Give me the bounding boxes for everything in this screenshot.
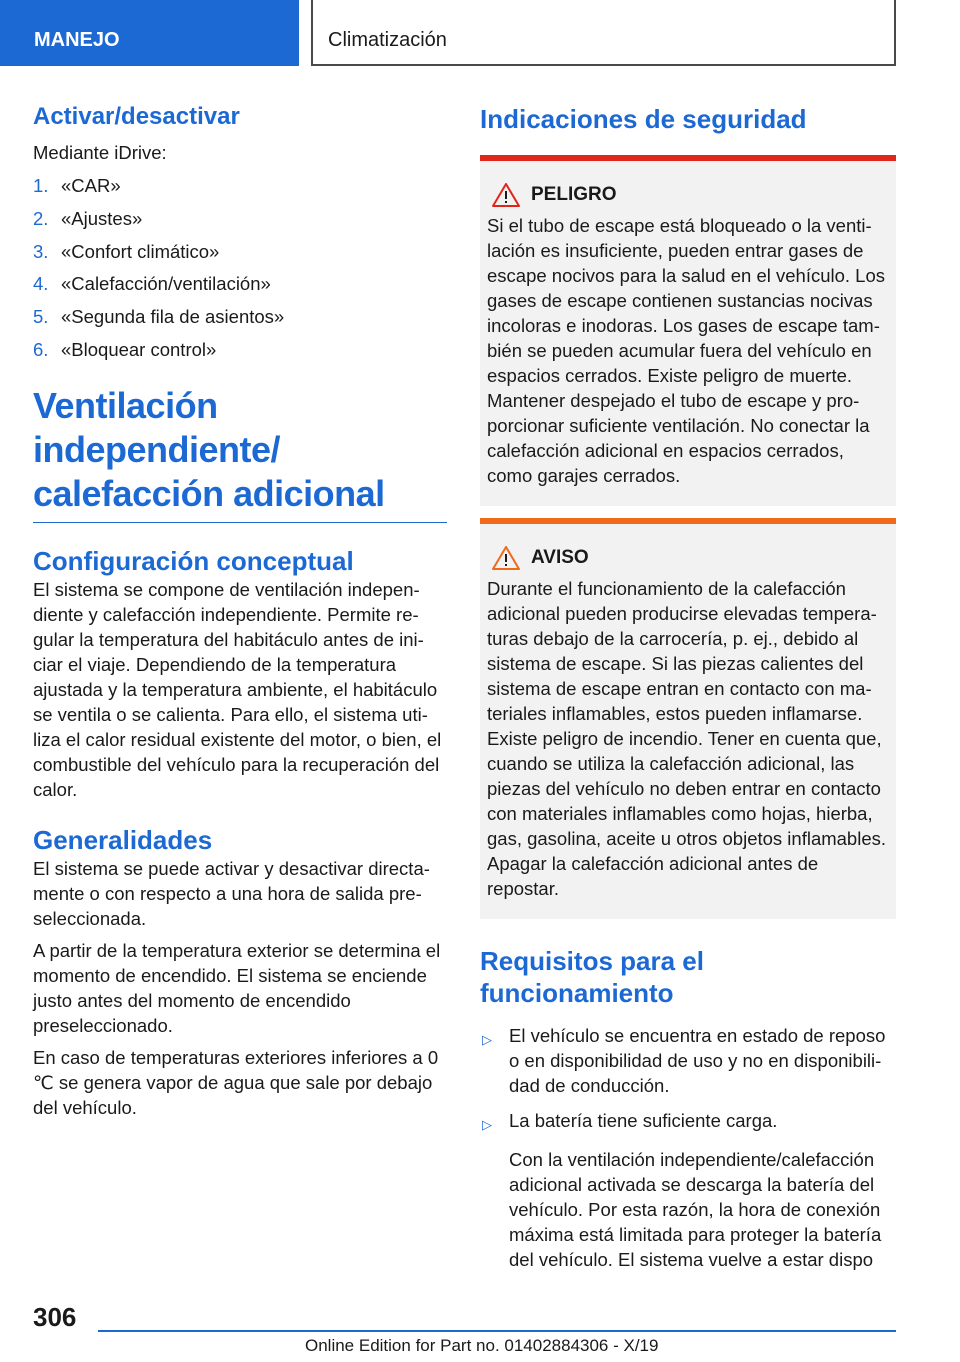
general-paragraph-2: A partir de la temperatura exterior se determina el momento de encendido. El sistema se enciende justo antes del momento de encendido preseleccionado. bbox=[33, 939, 441, 1036]
step-text: «Segunda fila de asientos» bbox=[61, 306, 285, 328]
list-item bbox=[480, 1023, 896, 1098]
list-item bbox=[33, 206, 447, 231]
safety-heading: Indicaciones de seguridad bbox=[480, 104, 807, 134]
req-heading-line1: Requisitos para el bbox=[480, 946, 704, 976]
list-item bbox=[33, 271, 447, 296]
list-item bbox=[33, 173, 447, 198]
footer-edition: Online Edition for Part no. 01402884306 - X/19 bbox=[305, 1336, 659, 1355]
battery-note: Con la ventilación independiente/calefacción adicional activada se descarga la batería del vehículo. Por esta razón, la hora de conexión máxima está limitada para proteger la batería del vehículo. El sistema vuelve a estar dispo bbox=[509, 1149, 882, 1270]
main-title bbox=[33, 384, 447, 523]
requirements-heading bbox=[480, 945, 896, 1009]
req-heading-line2: funcionamiento bbox=[480, 978, 674, 1008]
activar-heading: Activar/desactivar bbox=[33, 103, 240, 130]
list-item bbox=[33, 239, 447, 264]
config-paragraph: El sistema se compone de ventilación independiente y calefacción independiente. Permite regular la temperatura del habitáculo antes de iniciar el viaje. Dependiendo de la temperatura ajustada y la temperatura ambiente, el habitáculo se ventila o se calienta. Para ello, el sistema utiliza el calor residual existente del motor, o bien, el combustible del vehículo para la recuperación del calor. bbox=[33, 578, 442, 800]
step-number: 1. bbox=[33, 175, 49, 196]
triangle-bullet-icon: ▷ bbox=[482, 1032, 492, 1047]
step-text: «Calefacción/ventilación» bbox=[61, 273, 271, 295]
right-column bbox=[480, 100, 896, 1272]
notice-title bbox=[487, 546, 888, 570]
idrive-intro: Mediante iDrive: bbox=[33, 142, 167, 163]
danger-box bbox=[480, 155, 896, 506]
footer-divider bbox=[98, 1330, 896, 1332]
general-paragraph-1: El sistema se puede activar y desactivar directamente o con respecto a una hora de salida preseleccionada. bbox=[33, 857, 430, 929]
general-heading: Generalidades bbox=[33, 824, 213, 855]
danger-text: Si el tubo de escape está bloqueado o la ventilación es insuficiente, pueden entrar gases de escape nocivos para la salud en el vehículo. Los gases de escape contienen sustancias nocivas incoloras e inodoras. Los gases de escape también se pueden acumular fuera del vehículo en espacios cerrados. Existe peligro de muerte. Mantener despejado el tubo de escape y proporcionar suficiente ventilación. No conectar la calefacción adicional en espacios cerrados, como garajes cerrados. bbox=[487, 215, 886, 486]
danger-label: PELIGRO bbox=[531, 184, 617, 205]
step-number: 3. bbox=[33, 240, 49, 262]
step-number: 5. bbox=[33, 306, 49, 328]
warning-triangle-icon bbox=[492, 546, 520, 570]
notice-text: Durante el funcionamiento de la calefacción adicional pueden producirse elevadas temperaturas debajo de la carrocería, p. ej., debido al sistema de escape. Si las piezas calientes del sistema de escape entran en contacto con materiales inflamables, estos pueden inflamarse. Existe peligro de incendio. Tener en cuenta que, cuando se utiliza la calefacción adicional, las piezas del vehículo no deben entrar en contacto con materiales inflamables como hojas, hierba, gas, gasolina, aceite u otros objetos inflamables. Apagar la calefacción adicional antes de repostar. bbox=[487, 578, 887, 899]
main-title-line1: Ventilación independiente/ bbox=[33, 384, 281, 470]
list-item bbox=[33, 304, 447, 329]
main-title-line2: calefacción adicional bbox=[33, 472, 385, 514]
danger-title bbox=[487, 183, 888, 207]
step-number: 6. bbox=[33, 338, 49, 360]
step-text: «Confort climático» bbox=[61, 240, 220, 262]
general-paragraph-3: En caso de temperaturas exteriores inferiores a 0 ℃ se genera vapor de agua que sale por debajo del vehículo. bbox=[33, 1046, 439, 1118]
section-tab: MANEJO bbox=[0, 0, 299, 66]
config-heading: Configuración conceptual bbox=[33, 545, 354, 576]
step-number: 4. bbox=[33, 273, 49, 295]
req-text: La batería tiene suficiente carga. bbox=[509, 1110, 778, 1131]
triangle-bullet-icon: ▷ bbox=[482, 1117, 492, 1132]
req-text: El vehículo se encuentra en estado de reposo o en disponibilidad de uso y no en disponibilidad de conducción. bbox=[509, 1025, 886, 1096]
list-item bbox=[480, 1108, 896, 1137]
left-column bbox=[33, 100, 447, 1120]
list-item bbox=[33, 337, 447, 362]
notice-box bbox=[480, 518, 896, 919]
page-number: 306 bbox=[33, 1302, 77, 1332]
idrive-steps bbox=[33, 173, 447, 362]
step-text: «CAR» bbox=[61, 175, 121, 196]
step-text: «Bloquear control» bbox=[61, 338, 217, 360]
warning-triangle-icon bbox=[492, 183, 520, 207]
step-number: 2. bbox=[33, 207, 49, 229]
notice-label: AVISO bbox=[531, 547, 589, 568]
chapter-tab: Climatización bbox=[311, 0, 896, 66]
requirements-list bbox=[480, 1023, 896, 1137]
step-text: «Ajustes» bbox=[61, 207, 143, 229]
